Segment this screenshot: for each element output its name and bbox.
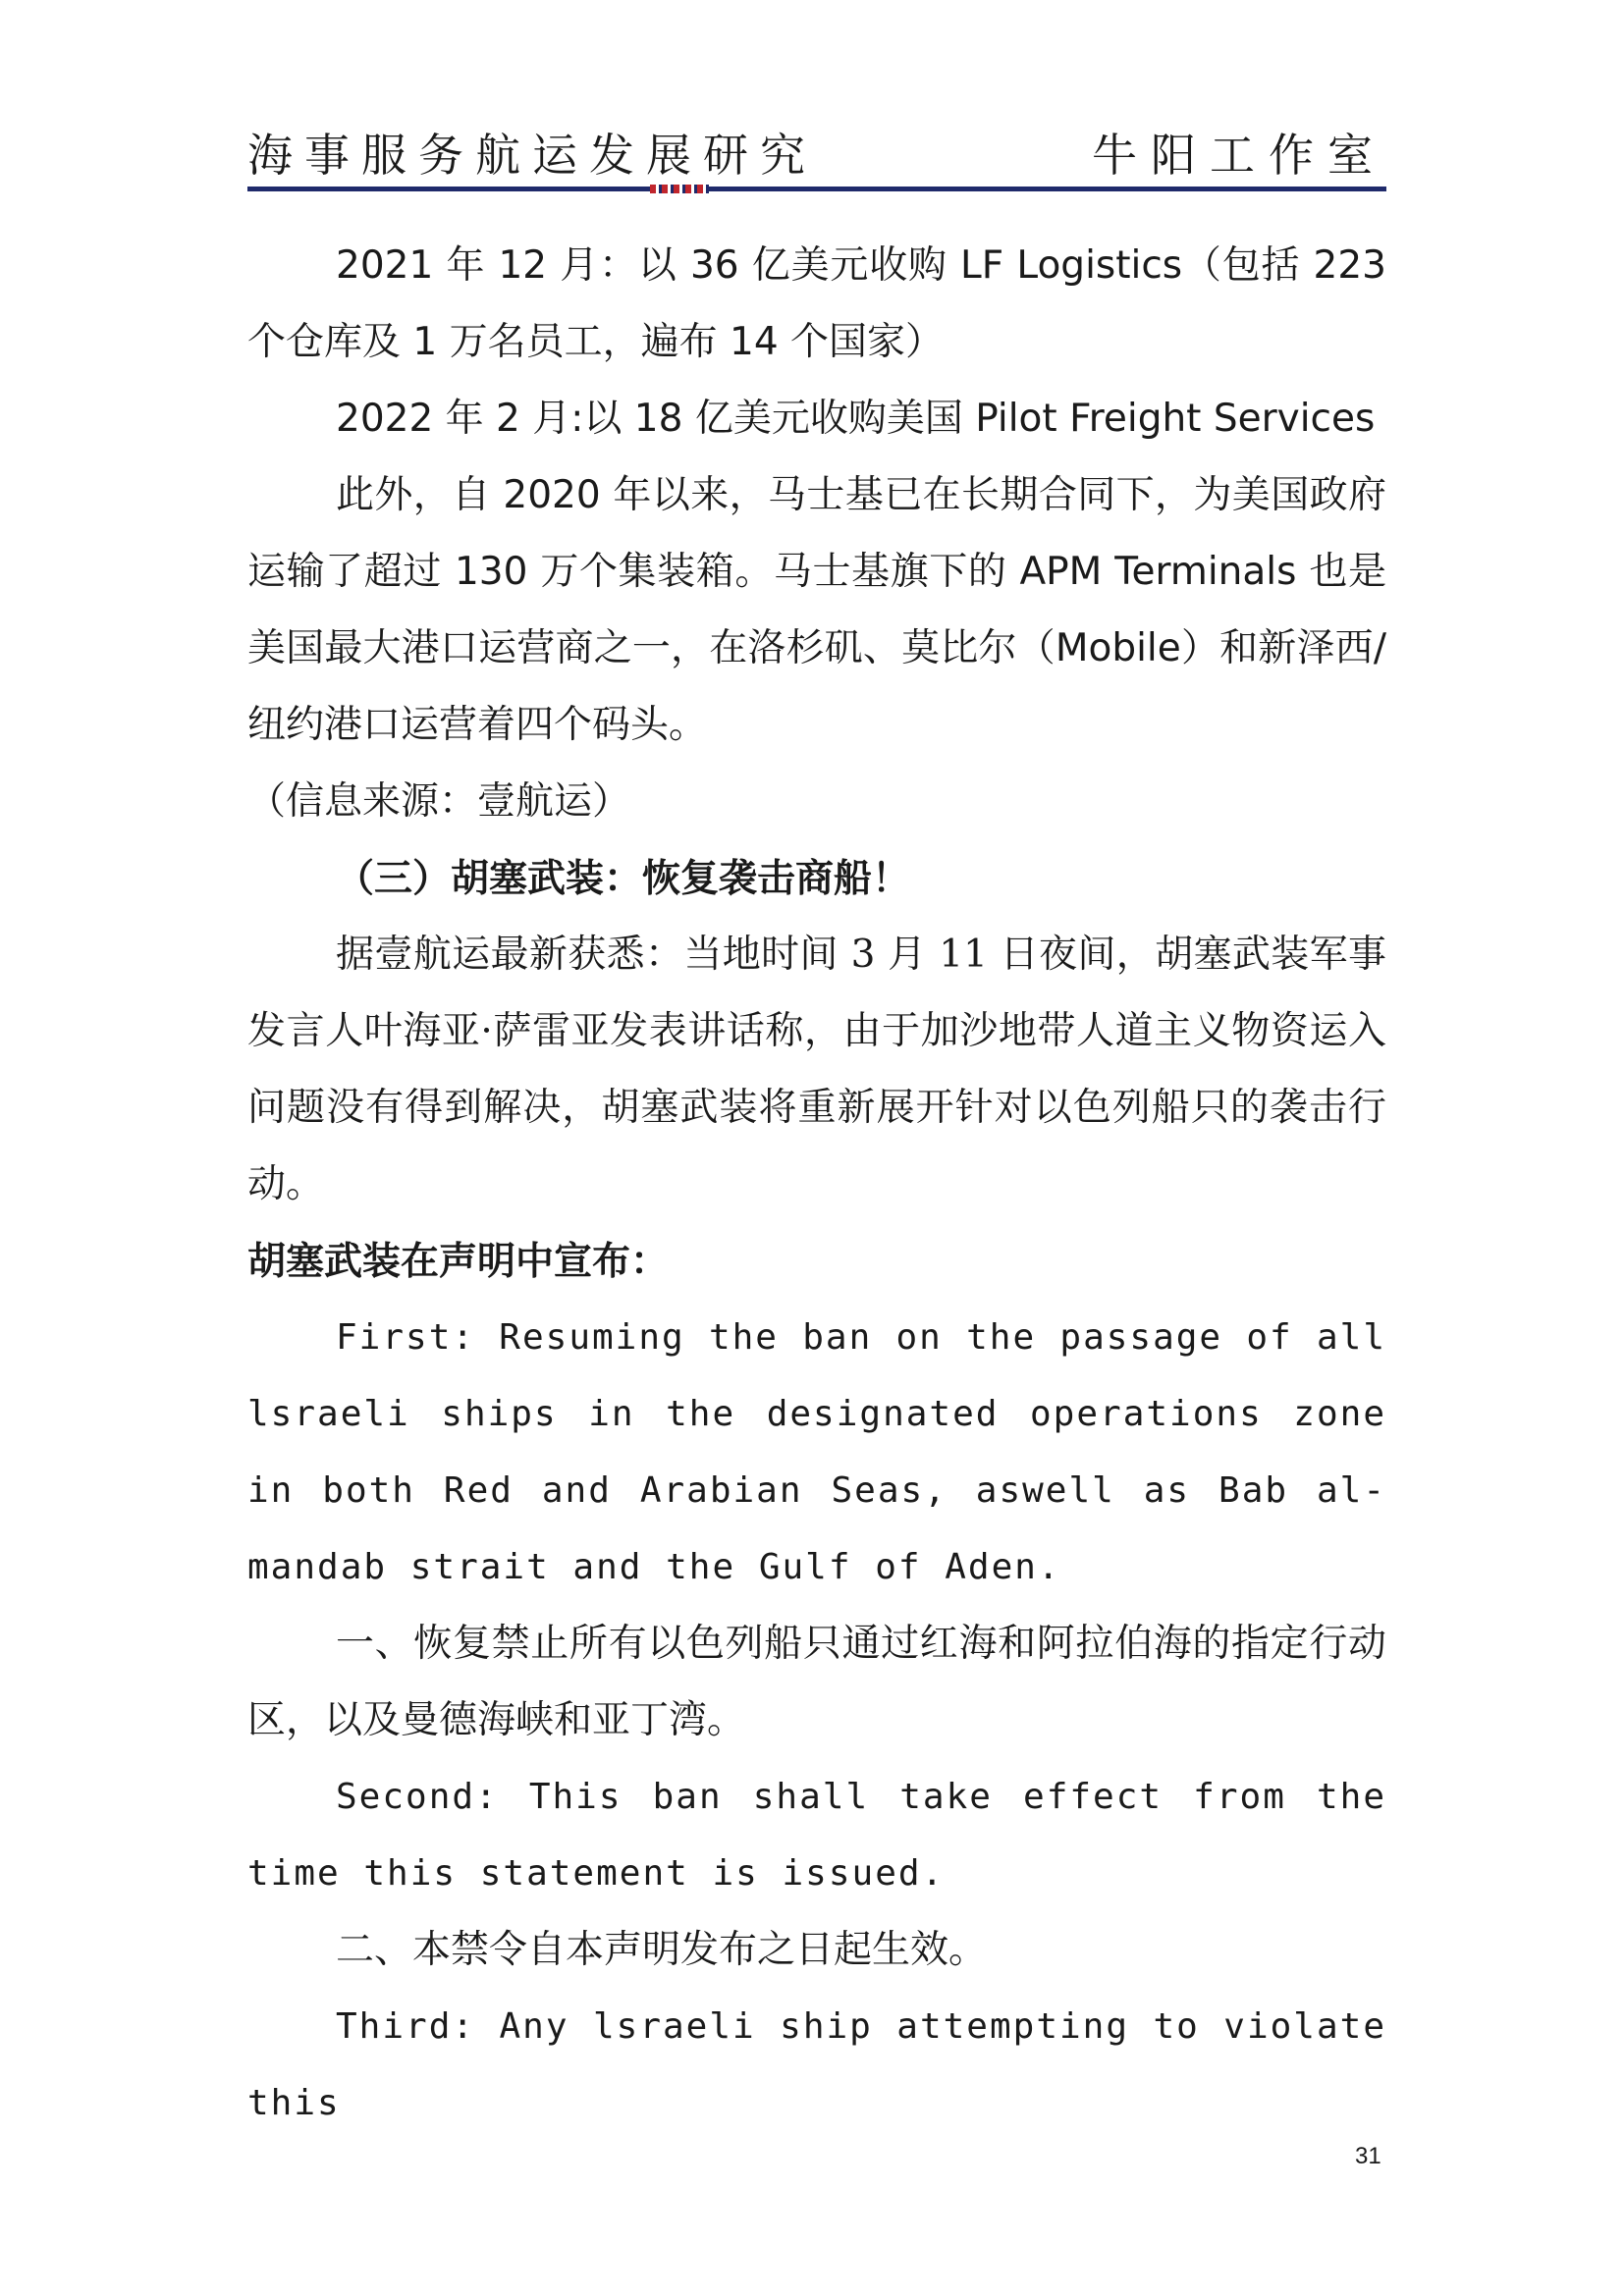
paragraph-statement-second-zh: 二、本禁令自本声明发布之日起生效。	[336, 1928, 988, 1972]
paragraph-statement-first-zh: 一、恢复禁止所有以色列船只通过红海和阿拉伯海的指定行动区，以及曼德海峡和亚丁湾。	[247, 1622, 1386, 1742]
paragraph-acquisition-pilot-freight: 2022 年 2 月:以 18 亿美元收购美国 Pilot Freight Services	[336, 397, 1376, 441]
paragraph-acquisition-lf-logistics: 2021 年 12 月：以 36 亿美元收购 LF Logistics（包括 223 个仓库及 1 万名员工，遍布 14 个国家）	[247, 243, 1386, 364]
paragraph-statement-third-en: Third: Any lsraeli ship attempting to violate this	[247, 2006, 1386, 2123]
paragraph-statement-intro: 胡塞武装在声明中宣布：	[247, 1239, 670, 1284]
section-heading-houthi: （三）胡塞武装：恢复袭击商船！	[336, 856, 911, 901]
document-body	[247, 228, 1386, 2142]
header-divider-navy-right	[709, 187, 1386, 191]
header-divider-navy-left	[247, 187, 650, 191]
paragraph-houthi-announcement: 据壹航运最新获悉：当地时间 3 月 11 日夜间，胡塞武装军事发言人叶海亚·萨雷亚发表讲话称，由于加沙地带人道主义物资运入问题没有得到解决，胡塞武装将重新展开针对以色列船只的袭击行动。	[247, 933, 1386, 1206]
page-number: 31	[1355, 2143, 1381, 2169]
paragraph-statement-first-en: First: Resuming the ban on the passage of all lsraeli ships in the designated operations zone in both Red and Arabian Seas, aswell as Bab al-mandab strait and the Gulf of Aden.	[247, 1317, 1386, 1587]
header-divider	[247, 185, 1386, 194]
paragraph-maersk-us-operations: 此外，自 2020 年以来，马士基已在长期合同下，为美国政府运输了超过 130 万个集装箱。马士基旗下的 APM Terminals 也是美国最大港口运营商之一，在洛杉矶、莫比尔（Mobile）和新泽西/纽约港口运营着四个码头。	[247, 473, 1387, 747]
paragraph-source-note: （信息来源：壹航运）	[247, 779, 631, 824]
header-divider-accent	[650, 185, 709, 193]
page-header	[247, 126, 1386, 190]
header-left-title: 海事服务航运发展研究	[247, 129, 817, 182]
header-right-title: 牛阳工作室	[1092, 129, 1386, 182]
paragraph-statement-second-en: Second: This ban shall take effect from the time this statement is issued.	[247, 1777, 1386, 1894]
